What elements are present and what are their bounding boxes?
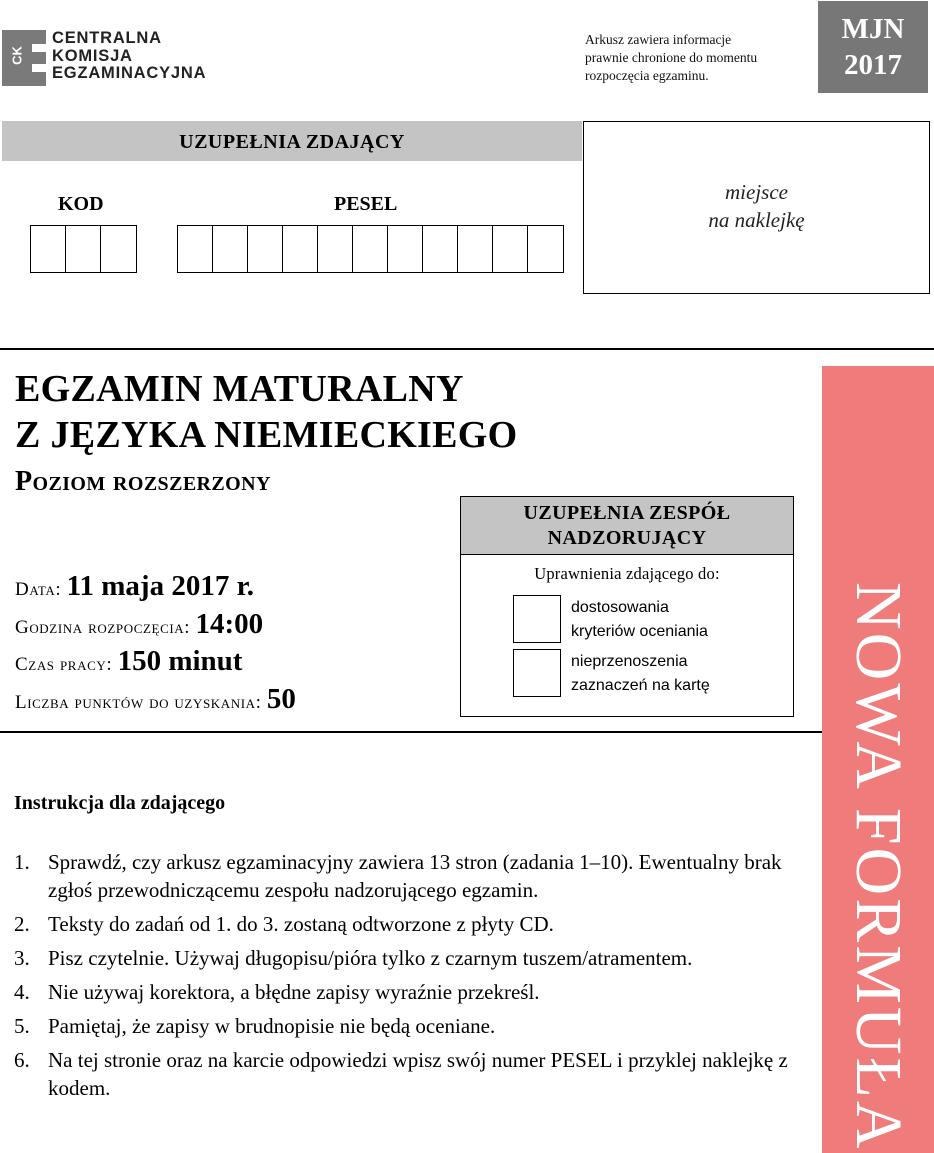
no-transfer-checkbox[interactable] <box>513 649 561 697</box>
item-number: 6. <box>14 1048 30 1072</box>
kod-label: KOD <box>58 193 104 215</box>
pesel-digit-cell[interactable] <box>423 226 458 272</box>
item-number: 2. <box>14 912 30 936</box>
instruction-item <box>14 1012 804 1040</box>
item-number: 3. <box>14 946 30 970</box>
exam-year: 2017 <box>844 49 902 81</box>
pesel-digit-cell[interactable] <box>178 226 213 272</box>
pesel-digit-cell[interactable] <box>458 226 493 272</box>
instruction-item <box>14 910 804 938</box>
notice-line: prawnie chronione do momentu <box>585 50 758 65</box>
item-number: 4. <box>14 980 30 1004</box>
exam-start-time <box>15 608 263 641</box>
instruction-item <box>14 1046 804 1102</box>
student-section-heading: UZUPEŁNIA ZDAJĄCY <box>2 121 582 161</box>
logo-mark-text: CK <box>9 46 25 65</box>
pesel-label: PESEL <box>334 193 398 215</box>
notice-line: rozpoczęcia egzaminu. <box>585 68 709 83</box>
supervisor-box <box>460 496 794 717</box>
item-text: Na tej stronie oraz na karcie odpowiedzi wpisz swój numer PESEL i przyklej naklejkę z kodem. <box>48 1048 788 1100</box>
title-line: Z JĘZYKA NIEMIECKIEGO <box>15 414 518 456</box>
accommodation-checkbox[interactable] <box>513 595 561 643</box>
logo-line: CENTRALNA <box>52 29 162 47</box>
item-text: Pamiętaj, że zapisy w brudnopisie nie będą oceniane. <box>48 1014 496 1038</box>
banner-text: NOWA FORMUŁA <box>842 582 915 1152</box>
cke-logo-mark <box>2 30 46 86</box>
no-transfer-label <box>571 650 710 697</box>
notice-line: Arkusz zawiera informacje <box>585 32 732 47</box>
kod-field[interactable] <box>30 225 137 273</box>
kod-digit-cell[interactable] <box>101 226 136 272</box>
option-line: dostosowania <box>571 599 669 616</box>
exam-code: MJN <box>841 13 905 45</box>
item-number: 1. <box>14 850 30 874</box>
pesel-digit-cell[interactable] <box>318 226 353 272</box>
supervisor-heading <box>461 497 793 555</box>
item-text: Teksty do zadań od 1. do 3. zostaną odtworzone z płyty CD. <box>48 912 554 936</box>
supervisor-subheading: Uprawnienia zdającego do: <box>534 564 720 583</box>
exam-points <box>15 683 296 716</box>
option-line: zaznaczeń na kartę <box>571 677 710 694</box>
start-label: Godzina rozpoczęcia: <box>15 617 191 638</box>
duration-label: Czas pracy: <box>15 654 113 675</box>
supervisor-heading-line: NADZORUJĄCY <box>547 527 707 549</box>
sticker-line: na naklejkę <box>708 208 805 232</box>
pesel-digit-cell[interactable] <box>283 226 318 272</box>
new-formula-banner <box>822 366 934 1153</box>
kod-digit-cell[interactable] <box>66 226 101 272</box>
pesel-digit-cell[interactable] <box>388 226 423 272</box>
item-text: Sprawdź, czy arkusz egzaminacyjny zawiera 13 stron (zadania 1–10). Ewentualny brak zgłoś przewodniczącemu zespołu nadzorującego egzamin. <box>48 850 782 902</box>
instruction-item <box>14 944 804 972</box>
start-value: 14:00 <box>195 608 264 640</box>
pesel-digit-cell[interactable] <box>493 226 528 272</box>
exam-code-badge <box>818 1 928 93</box>
item-text: Pisz czytelnie. Używaj długopisu/pióra tylko z czarnym tuszem/atramentem. <box>48 946 693 970</box>
points-value: 50 <box>266 683 296 715</box>
exam-title <box>15 366 518 458</box>
pesel-digit-cell[interactable] <box>353 226 388 272</box>
logo-line: EGZAMINACYJNA <box>52 64 207 82</box>
accommodation-option[interactable] <box>513 595 708 643</box>
date-label: Data: <box>15 579 62 600</box>
exam-duration <box>15 645 242 678</box>
option-line: kryteriów oceniania <box>571 623 708 640</box>
pesel-digit-cell[interactable] <box>528 226 563 272</box>
kod-digit-cell[interactable] <box>31 226 66 272</box>
no-transfer-option[interactable] <box>513 649 710 697</box>
duration-value: 150 minut <box>117 645 243 677</box>
points-label: Liczba punktów do uzyskania: <box>15 692 262 713</box>
instructions-list <box>14 848 804 1108</box>
sticker-line: miejsce <box>725 180 788 204</box>
sticker-placeholder <box>583 121 930 294</box>
logo-line: KOMISJA <box>52 46 133 65</box>
confidentiality-notice <box>585 31 810 85</box>
item-number: 5. <box>14 1014 30 1038</box>
cke-logo <box>2 30 242 88</box>
pesel-digit-cell[interactable] <box>248 226 283 272</box>
item-text: Nie używaj korektora, a błędne zapisy wyraźnie przekreśl. <box>48 980 540 1004</box>
supervisor-heading-line: UZUPEŁNIA ZESPÓŁ <box>523 502 731 524</box>
exam-level: Poziom rozszerzony <box>15 466 271 497</box>
logo-wordmark <box>52 30 206 83</box>
instruction-item <box>14 978 804 1006</box>
title-line: EGZAMIN MATURALNY <box>15 368 464 410</box>
pesel-digit-cell[interactable] <box>213 226 248 272</box>
instruction-item <box>14 848 804 904</box>
divider <box>0 731 822 733</box>
instructions-heading: Instrukcja dla zdającego <box>14 792 226 814</box>
date-value: 11 maja 2017 r. <box>66 570 255 602</box>
accommodation-label <box>571 596 708 643</box>
exam-date <box>15 570 254 603</box>
option-line: nieprzenoszenia <box>571 653 688 670</box>
pesel-field[interactable] <box>177 225 564 273</box>
divider <box>0 348 934 350</box>
